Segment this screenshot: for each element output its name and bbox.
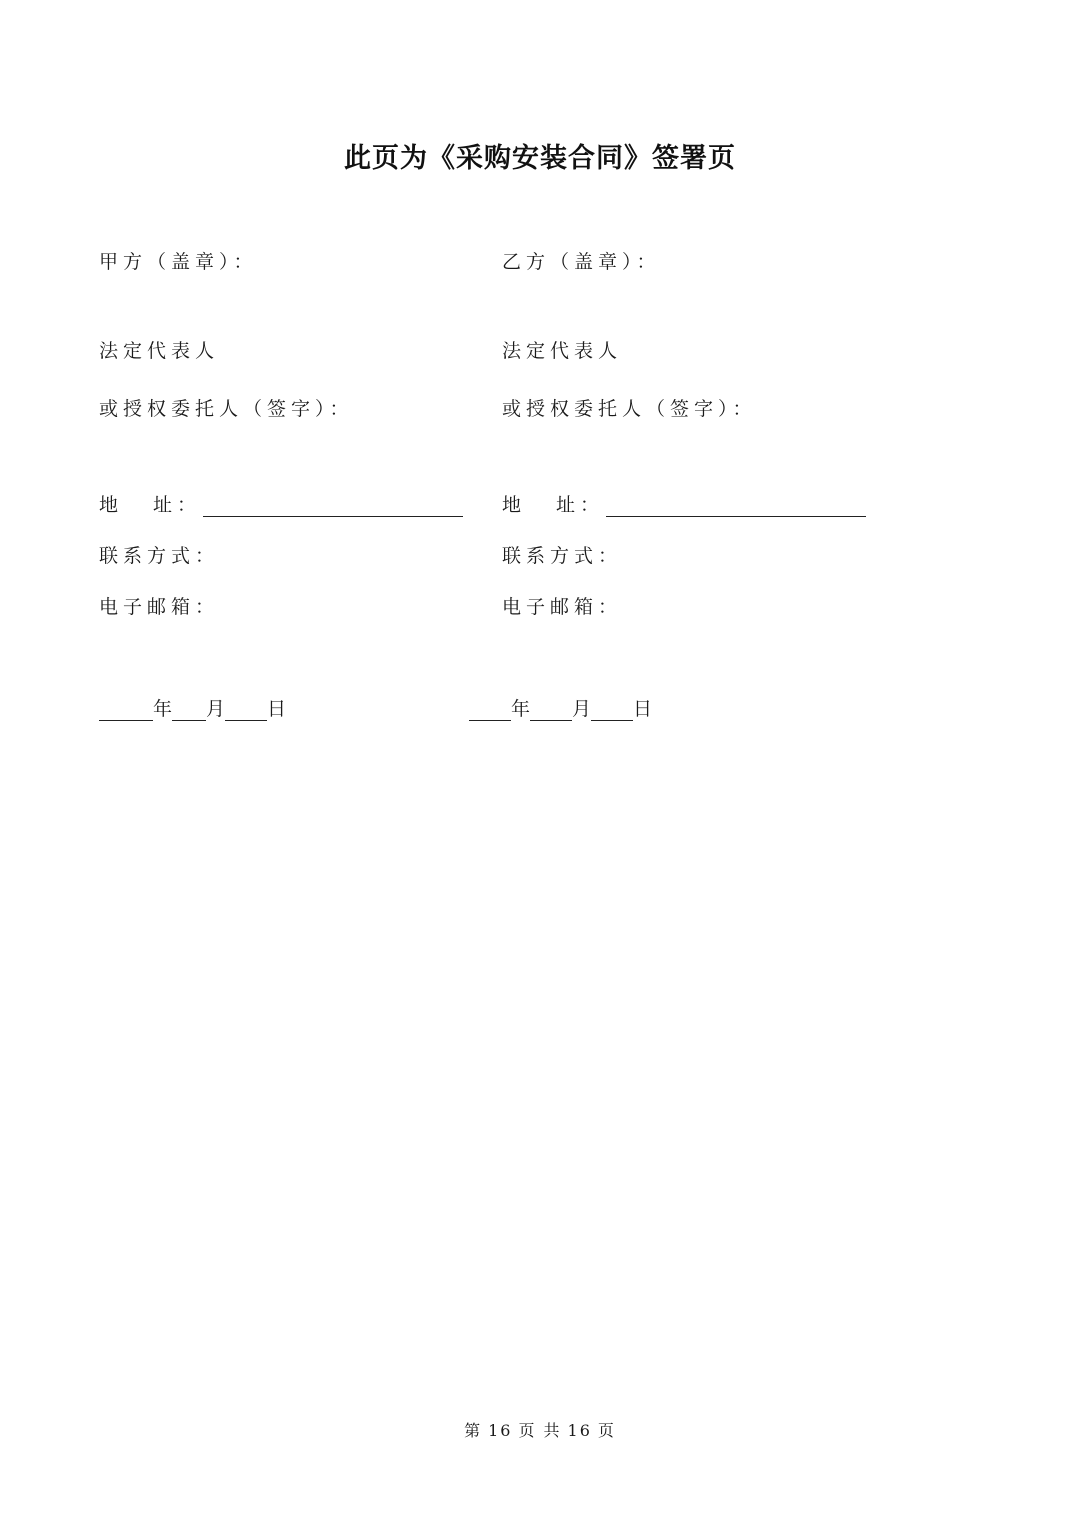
party-b-addr-char2: 址： [556,494,605,516]
party-a-year-blank[interactable] [99,700,153,721]
party-a-date-row [99,694,286,721]
party-b-contact-label: 联系方式： [502,545,623,567]
footer-middle: 页 共 [518,1421,562,1440]
party-a-seal-label: 甲方（盖章）： [99,251,258,273]
footer-total-pages: 16 [567,1421,592,1440]
party-a-addr-char2: 址： [153,494,202,516]
party-b-column [502,0,902,1527]
party-a-address-row [99,490,463,517]
party-b-address-row [502,490,866,517]
party-b-year-label: 年 [511,698,531,720]
party-a-addr-char1: 地 [99,494,124,516]
party-a-month-label: 月 [206,698,226,720]
party-a-column [99,0,489,1527]
party-a-day-label: 日 [267,698,287,720]
party-b-year-blank[interactable] [469,700,511,721]
footer-suffix: 页 [597,1421,616,1440]
party-b-month-label: 月 [572,698,592,720]
party-b-day-blank[interactable] [591,700,633,721]
party-a-address-field[interactable] [203,496,463,517]
footer-prefix: 第 [464,1421,483,1440]
party-a-contact-label: 联系方式： [99,545,220,567]
party-b-date-row [469,694,652,721]
party-b-rep-label: 法定代表人 [502,340,623,362]
party-a-month-blank[interactable] [172,700,206,721]
party-b-email-label: 电子邮箱： [502,596,623,618]
page-footer [0,1418,1080,1441]
party-a-day-blank[interactable] [225,700,267,721]
party-b-day-label: 日 [633,698,653,720]
party-b-addr-char1: 地 [502,494,527,516]
page-title: 此页为《采购安装合同》签署页 [344,143,736,174]
party-b-seal-label: 乙方（盖章）： [502,251,661,273]
footer-current-page: 16 [488,1421,513,1440]
party-a-rep-label: 法定代表人 [99,340,220,362]
party-b-address-field[interactable] [606,496,866,517]
party-a-year-label: 年 [153,698,173,720]
party-b-month-blank[interactable] [530,700,572,721]
party-a-sign-label: 或授权委托人（签字）： [99,398,354,420]
party-b-sign-label: 或授权委托人（签字）： [502,398,757,420]
party-a-email-label: 电子邮箱： [99,596,220,618]
